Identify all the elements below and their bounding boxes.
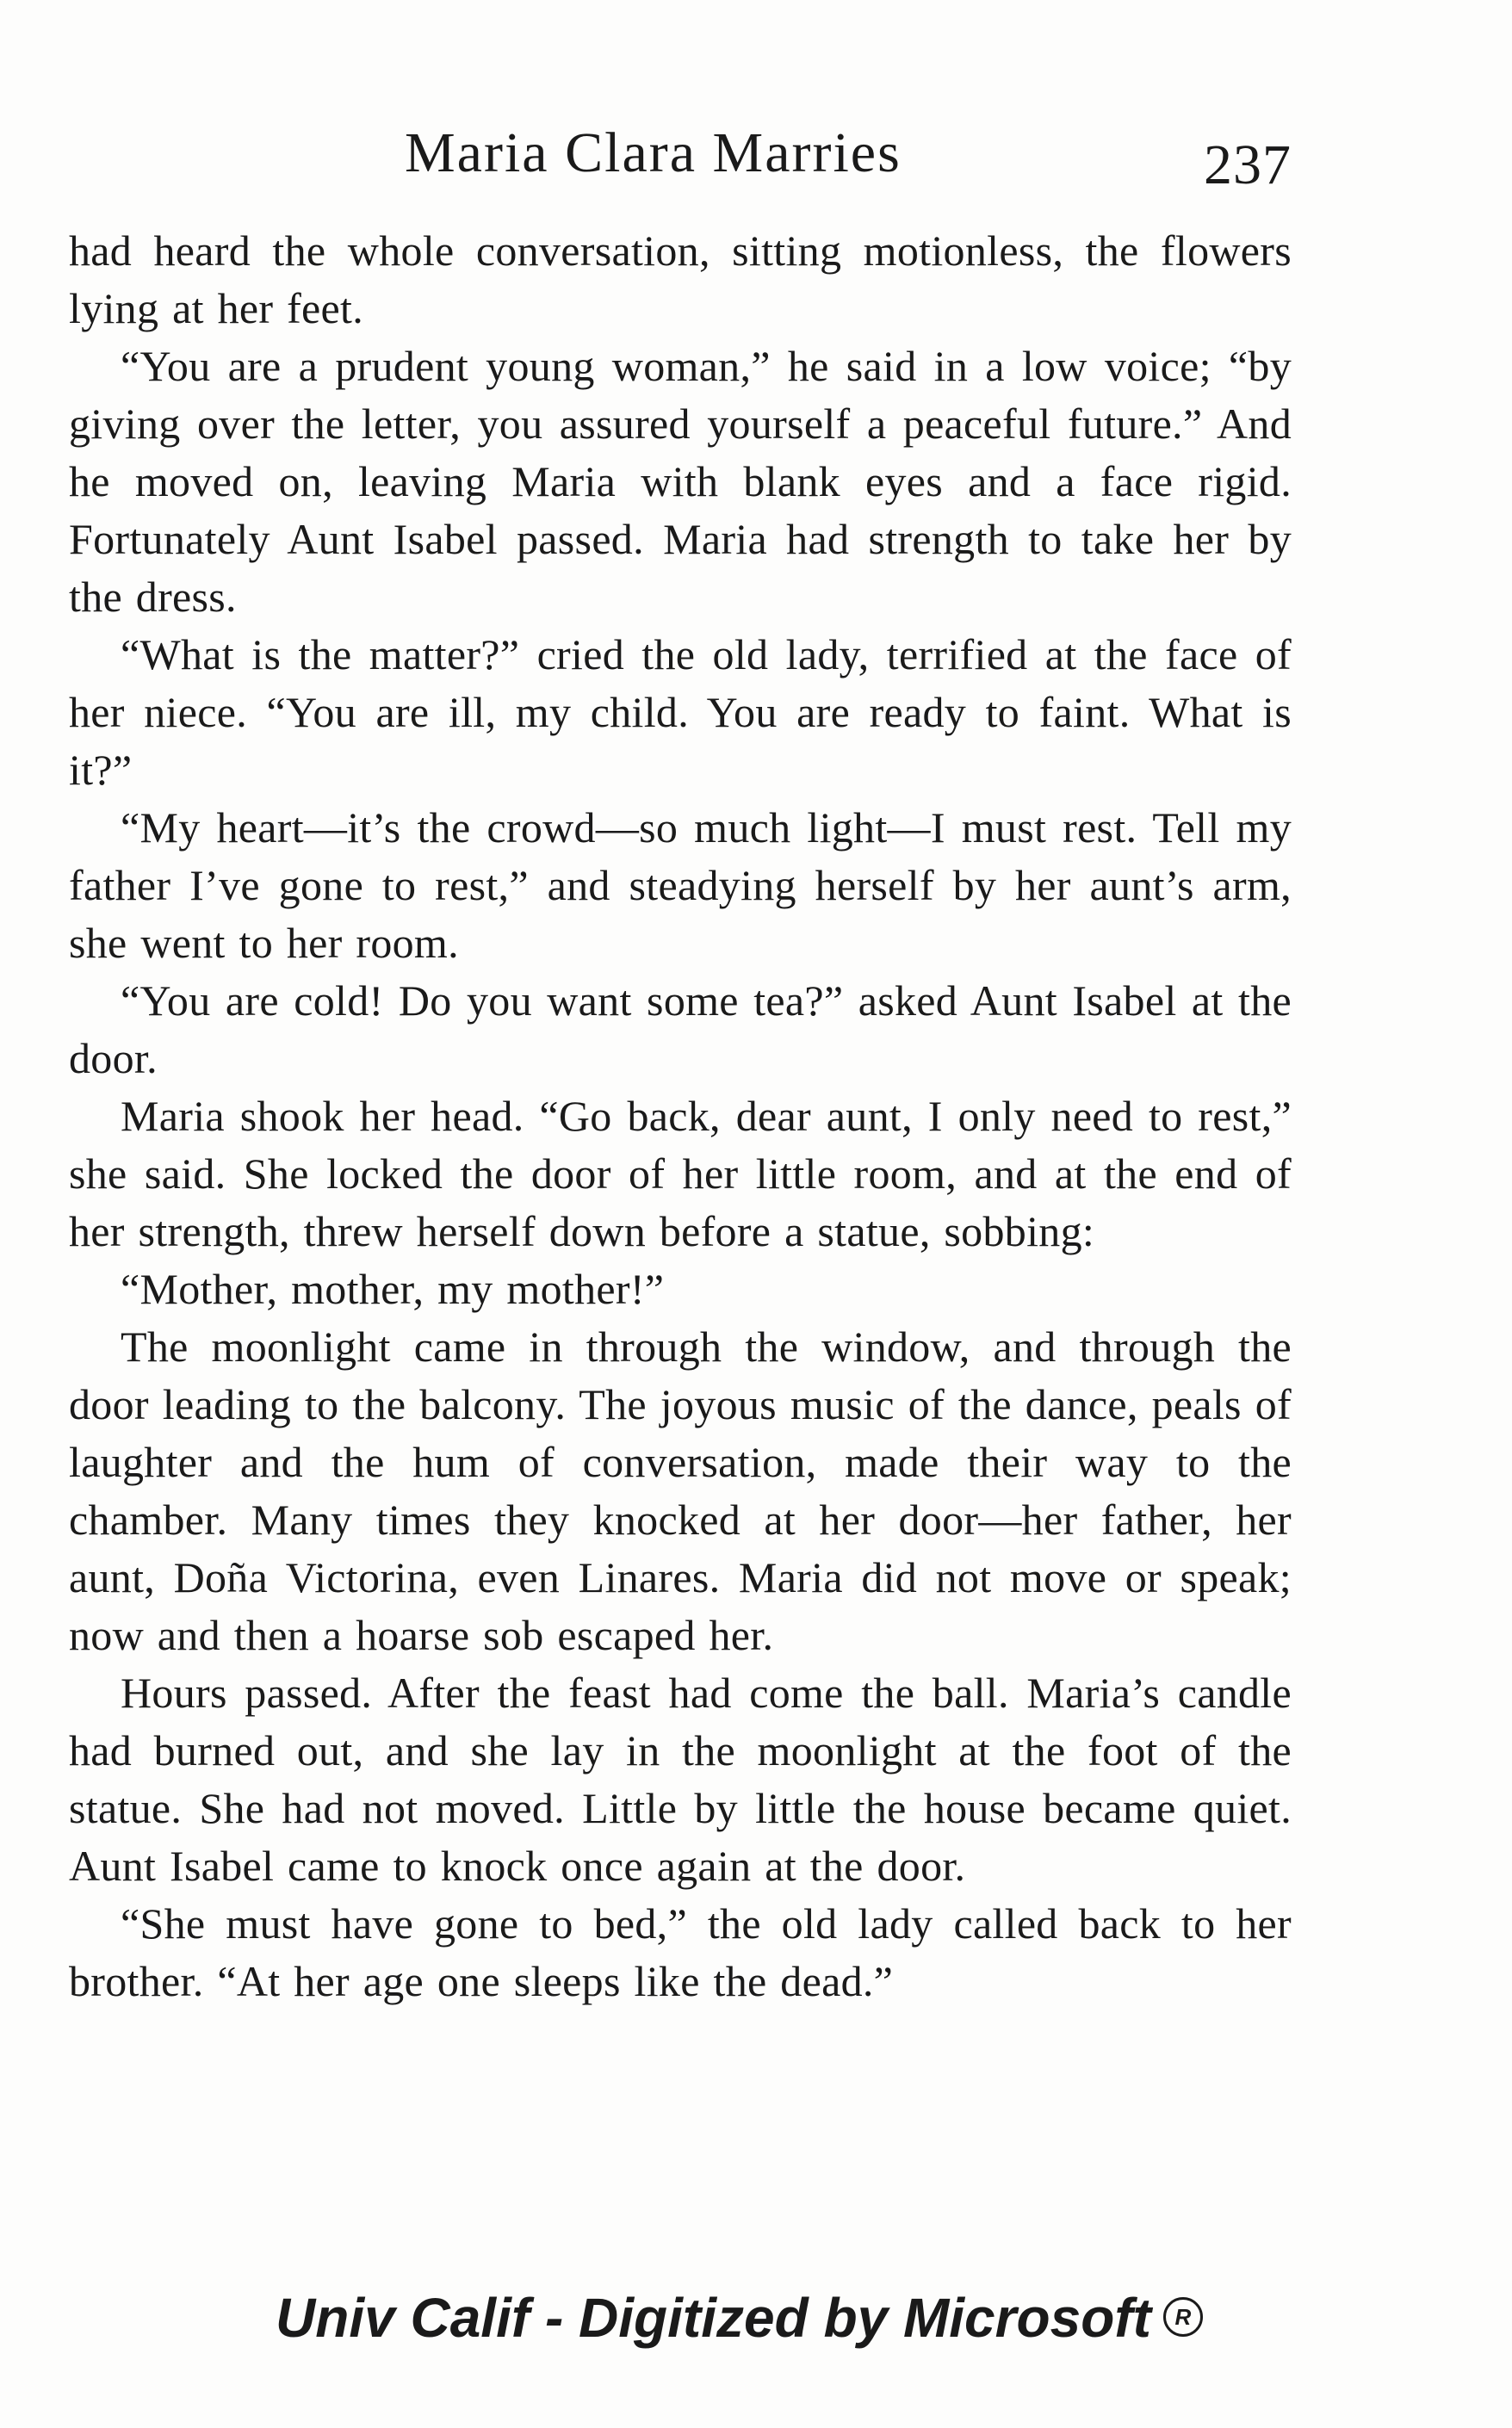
running-head [69, 110, 1292, 196]
paragraph-6: Maria shook her head. “Go back, dear aunt, I only need to rest,” she said. She locked the door of her little room, and at the end of her strength, threw herself down before a statue, sobbing: [69, 1092, 1292, 1255]
paragraph-1: had heard the whole conversation, sitting motionless, the flowers lying at her feet. [69, 226, 1292, 332]
chapter-title: Maria Clara Marries [405, 121, 902, 184]
watermark-text: Univ Calif - Digitized by Microsoft [276, 2287, 1151, 2349]
body-text [69, 222, 1292, 2010]
paragraph-5: “You are cold! Do you want some tea?” asked Aunt Isabel at the door. [69, 976, 1292, 1082]
paragraph-9: Hours passed. After the feast had come the ball. Maria’s candle had burned out, and she lay in the moonlight at the foot of the statue. She had not moved. Little by little the house became quiet. Aunt Isabel came to knock once again at the door. [69, 1669, 1292, 1890]
paragraph-4: “My heart—it’s the crowd—so much light—I must rest. Tell my father I’ve gone to rest,” and steadying herself by her aunt’s arm, she went to her room. [69, 803, 1292, 967]
paragraph-8: The moonlight came in through the window, and through the door leading to the balcony. The joyous music of the dance, peals of laughter and the hum of conversation, made their way to the chamber. Many times they knocked at her door—her father, her aunt, Doña Victorina, even Linares. Maria did not move or speak; now and then a hoarse sob escaped her. [69, 1322, 1292, 1659]
paragraph-3: “What is the matter?” cried the old lady, terrified at the face of her niece. “You are ill, my child. You are ready to faint. What is it?” [69, 630, 1292, 794]
paragraph-2: “You are a prudent young woman,” he said in a low voice; “by giving over the letter, you assured yourself a peaceful future.” And he moved on, leaving Maria with blank eyes and a face rigid. Fortunately Aunt Isabel passed. Maria had strength to take her by the dress. [69, 342, 1292, 621]
paragraph-7: “Mother, mother, my mother!” [121, 1265, 665, 1313]
digitization-watermark [276, 2286, 1266, 2350]
paragraph-10: “She must have gone to bed,” the old lady called back to her brother. “At her age one sleeps like the dead.” [69, 1899, 1292, 2005]
registered-mark-icon: R [1163, 2297, 1203, 2337]
page-number: 237 [1204, 133, 1292, 196]
